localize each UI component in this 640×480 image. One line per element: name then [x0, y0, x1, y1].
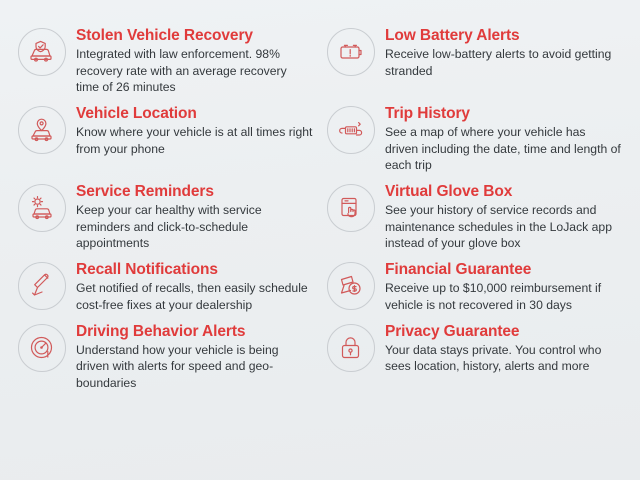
feature-text: [385, 260, 622, 313]
feature-text: [76, 260, 313, 313]
feature-description: Keep your car healthy with service reminders and click-to-schedule appointments: [76, 203, 262, 250]
feature-description: See your history of service records and maintenance schedules in the LoJack app instead of your glove box: [385, 203, 612, 250]
feature-item-low-battery-alerts: [327, 26, 622, 95]
feature-title: Low Battery Alerts: [385, 27, 520, 44]
virtual-glove-box-icon: [327, 184, 375, 232]
feature-text: [76, 182, 313, 251]
feature-grid: [18, 26, 622, 391]
feature-title: Privacy Guarantee: [385, 322, 520, 340]
feature-title: Financial Guarantee: [385, 261, 532, 279]
feature-description: Integrated with law enforcement. 98% recovery rate with an average recovery time of 26 minutes: [76, 47, 287, 94]
service-reminder-gear-car-icon: [18, 184, 66, 232]
feature-title: Driving Behavior Alerts: [76, 322, 246, 340]
low-battery-icon: [327, 28, 375, 76]
feature-text: [385, 322, 622, 375]
feature-item-vehicle-location: [18, 104, 313, 173]
feature-item-service-reminders: [18, 182, 313, 251]
vehicle-location-pin-icon: [18, 106, 66, 154]
feature-description: Your data stays private. You control who sees location, history, alerts and more: [385, 343, 602, 374]
feature-title: Vehicle Location: [76, 105, 197, 123]
feature-item-stolen-vehicle-recovery: [18, 26, 313, 95]
recall-notification-megaphone-icon: [18, 262, 66, 310]
feature-description: Receive up to $10,000 reimbursement if vehicle is not recovered in 30 days: [385, 281, 602, 312]
feature-text: [385, 104, 622, 173]
feature-item-driving-behavior-alerts: [18, 322, 313, 391]
feature-description: Receive low-battery alerts to avoid getting stranded: [385, 47, 612, 78]
feature-description: Get notified of recalls, then easily schedule cost-free fixes at your dealership: [76, 281, 308, 312]
feature-text: [76, 322, 313, 391]
feature-description: Know where your vehicle is at all times right from your phone: [76, 125, 313, 156]
feature-title: Virtual Glove Box: [385, 183, 513, 201]
financial-guarantee-money-icon: [327, 262, 375, 310]
feature-text: [76, 104, 313, 157]
feature-description: See a map of where your vehicle has driven including the date, time and length of each trip: [385, 125, 621, 172]
feature-title: Trip History: [385, 105, 470, 123]
feature-text: [385, 26, 622, 79]
feature-title: Recall Notifications: [76, 261, 218, 279]
feature-description: Understand how your vehicle is being driven with alerts for speed and geo-boundaries: [76, 343, 279, 390]
vehicle-recovery-icon: [18, 28, 66, 76]
feature-item-trip-history: [327, 104, 622, 173]
feature-item-privacy-guarantee: [327, 322, 622, 391]
feature-text: [76, 26, 313, 95]
trip-history-route-icon: [327, 106, 375, 154]
feature-title: Service Reminders: [76, 183, 214, 201]
privacy-guarantee-lock-icon: [327, 324, 375, 372]
feature-item-financial-guarantee: [327, 260, 622, 313]
feature-item-virtual-glove-box: [327, 182, 622, 251]
driving-behavior-speedometer-icon: [18, 324, 66, 372]
feature-item-recall-notifications: [18, 260, 313, 313]
feature-title: Stolen Vehicle Recovery: [76, 27, 253, 44]
feature-text: [385, 182, 622, 251]
